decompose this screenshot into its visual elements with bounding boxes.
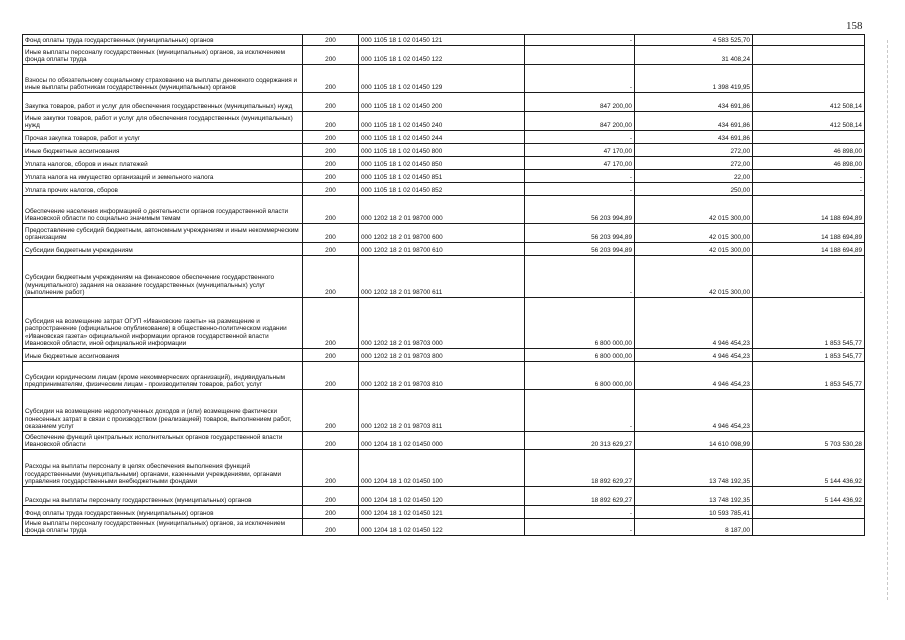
row-budget-code: 000 1105 18 1 02 01450 850 [359, 157, 525, 170]
table-row [23, 35, 865, 46]
row-approved-amount: - [525, 131, 635, 144]
row-executed-amount: 42 015 300,00 [635, 224, 753, 243]
row-budget-code: 000 1204 18 1 02 01450 122 [359, 519, 525, 536]
row-executed-amount: 434 691,86 [635, 112, 753, 131]
row-executed-amount: 272,00 [635, 157, 753, 170]
row-executed-amount: 22,00 [635, 170, 753, 183]
row-line-code: 200 [303, 144, 359, 157]
row-budget-code: 000 1202 18 2 01 98700 610 [359, 243, 525, 256]
row-description: Уплата налога на имущество организаций и земельного налога [23, 170, 303, 183]
budget-execution-table [22, 34, 865, 536]
row-unexecuted-amount: 5 144 436,92 [753, 487, 865, 506]
row-description: Субсидии бюджетным учреждениям на финансовое обеспечение государственного (муниципального) задания на оказание государственных (муниципальных) услуг (выполнение работ) [23, 256, 303, 298]
row-description: Обеспечение функций центральных исполнительных органов государственной власти Ивановской области [23, 432, 303, 450]
row-description: Субсидии юридическим лицам (кроме некоммерческих организаций), индивидуальным предпринимателям, физическим лицам - производителям товаров, работ, услуг [23, 362, 303, 390]
row-approved-amount: 47 170,00 [525, 157, 635, 170]
row-unexecuted-amount [753, 65, 865, 93]
row-line-code: 200 [303, 35, 359, 46]
row-budget-code: 000 1105 18 1 02 01450 244 [359, 131, 525, 144]
table-row [23, 506, 865, 519]
table-row [23, 144, 865, 157]
row-budget-code: 000 1202 18 2 01 98703 000 [359, 298, 525, 349]
row-approved-amount: - [525, 256, 635, 298]
row-line-code: 200 [303, 256, 359, 298]
row-budget-code: 000 1105 18 1 02 01450 122 [359, 46, 525, 65]
row-unexecuted-amount [753, 506, 865, 519]
row-description: Обеспечение населения информацией о деятельности органов государственной власти Ивановской области по социально значимым темам [23, 196, 303, 224]
row-budget-code: 000 1105 18 1 02 01450 852 [359, 183, 525, 196]
row-line-code: 200 [303, 487, 359, 506]
row-line-code: 200 [303, 243, 359, 256]
table-row [23, 362, 865, 390]
row-executed-amount: 4 946 454,23 [635, 362, 753, 390]
row-description: Субсидия на возмещение затрат ОГУП «Ивановские газеты» на размещение и распространение (официальное опубликование) в общественно-политическом издании «Ивановская газета» официальной информации органов государственной власти Ивановской области, иной официальной информации [23, 298, 303, 349]
row-unexecuted-amount: 46 898,00 [753, 157, 865, 170]
table-row [23, 432, 865, 450]
table-row [23, 183, 865, 196]
row-approved-amount: 847 200,00 [525, 112, 635, 131]
row-line-code: 200 [303, 390, 359, 432]
table-row [23, 298, 865, 349]
row-unexecuted-amount: 1 853 545,77 [753, 349, 865, 362]
table-row [23, 93, 865, 112]
row-line-code: 200 [303, 349, 359, 362]
row-unexecuted-amount: - [753, 256, 865, 298]
row-description: Закупка товаров, работ и услуг для обеспечения государственных (муниципальных) нужд [23, 93, 303, 112]
row-unexecuted-amount: 5 703 530,28 [753, 432, 865, 450]
row-unexecuted-amount [753, 131, 865, 144]
table-row [23, 243, 865, 256]
row-unexecuted-amount: 1 853 545,77 [753, 362, 865, 390]
table-row [23, 519, 865, 536]
row-line-code: 200 [303, 450, 359, 487]
table-row [23, 170, 865, 183]
row-description: Иные выплаты персоналу государственных (муниципальных) органов, за исключением фонда оплаты труда [23, 519, 303, 536]
row-approved-amount: 847 200,00 [525, 93, 635, 112]
row-executed-amount: 4 946 454,23 [635, 298, 753, 349]
row-description: Иные выплаты персоналу государственных (муниципальных) органов, за исключением фонда оплаты труда [23, 46, 303, 65]
row-unexecuted-amount [753, 35, 865, 46]
row-budget-code: 000 1202 18 2 01 98700 600 [359, 224, 525, 243]
row-line-code: 200 [303, 131, 359, 144]
table-row [23, 46, 865, 65]
row-budget-code: 000 1105 18 1 02 01450 129 [359, 65, 525, 93]
row-executed-amount: 250,00 [635, 183, 753, 196]
row-line-code: 200 [303, 506, 359, 519]
row-executed-amount: 434 691,86 [635, 131, 753, 144]
row-approved-amount: 56 203 994,89 [525, 243, 635, 256]
row-budget-code: 000 1202 18 2 01 98703 800 [359, 349, 525, 362]
row-approved-amount: - [525, 65, 635, 93]
table-row [23, 112, 865, 131]
row-description: Иные закупки товаров, работ и услуг для обеспечения государственных (муниципальных) нужд [23, 112, 303, 131]
row-budget-code: 000 1202 18 2 01 98700 000 [359, 196, 525, 224]
table-row [23, 196, 865, 224]
row-unexecuted-amount [753, 46, 865, 65]
row-executed-amount: 13 748 192,35 [635, 450, 753, 487]
row-line-code: 200 [303, 298, 359, 349]
row-approved-amount: 18 892 629,27 [525, 450, 635, 487]
table-row [23, 224, 865, 243]
table-row [23, 487, 865, 506]
row-approved-amount: - [525, 506, 635, 519]
row-description: Прочая закупка товаров, работ и услуг [23, 131, 303, 144]
table-row [23, 390, 865, 432]
row-approved-amount: 47 170,00 [525, 144, 635, 157]
row-line-code: 200 [303, 224, 359, 243]
row-description: Фонд оплаты труда государственных (муниципальных) органов [23, 35, 303, 46]
row-unexecuted-amount [753, 390, 865, 432]
row-executed-amount: 4 946 454,23 [635, 349, 753, 362]
row-budget-code: 000 1204 18 1 02 01450 121 [359, 506, 525, 519]
row-unexecuted-amount: - [753, 183, 865, 196]
row-line-code: 200 [303, 183, 359, 196]
row-description: Фонд оплаты труда государственных (муниципальных) органов [23, 506, 303, 519]
row-budget-code: 000 1202 18 2 01 98700 611 [359, 256, 525, 298]
row-approved-amount: - [525, 183, 635, 196]
row-unexecuted-amount: 5 144 436,92 [753, 450, 865, 487]
row-line-code: 200 [303, 362, 359, 390]
page-number: 158 [846, 20, 863, 32]
row-budget-code: 000 1204 18 1 02 01450 000 [359, 432, 525, 450]
table-row [23, 157, 865, 170]
row-approved-amount: 6 800 000,00 [525, 349, 635, 362]
row-approved-amount: 56 203 994,89 [525, 196, 635, 224]
row-description: Иные бюджетные ассигнования [23, 349, 303, 362]
row-approved-amount: - [525, 390, 635, 432]
row-line-code: 200 [303, 65, 359, 93]
row-approved-amount: - [525, 519, 635, 536]
row-line-code: 200 [303, 170, 359, 183]
row-approved-amount: 20 313 629,27 [525, 432, 635, 450]
row-executed-amount: 42 015 300,00 [635, 256, 753, 298]
row-budget-code: 000 1202 18 2 01 98703 810 [359, 362, 525, 390]
row-line-code: 200 [303, 519, 359, 536]
row-line-code: 200 [303, 93, 359, 112]
row-budget-code: 000 1105 18 1 02 01450 240 [359, 112, 525, 131]
row-approved-amount [525, 46, 635, 65]
row-executed-amount: 14 610 098,99 [635, 432, 753, 450]
row-executed-amount: 8 187,00 [635, 519, 753, 536]
row-unexecuted-amount: 46 898,00 [753, 144, 865, 157]
row-executed-amount: 31 408,24 [635, 46, 753, 65]
row-executed-amount: 42 015 300,00 [635, 196, 753, 224]
row-budget-code: 000 1204 18 1 02 01450 120 [359, 487, 525, 506]
row-unexecuted-amount: 14 188 694,89 [753, 243, 865, 256]
row-approved-amount: - [525, 170, 635, 183]
table-row [23, 349, 865, 362]
row-budget-code: 000 1202 18 2 01 98703 811 [359, 390, 525, 432]
row-executed-amount: 272,00 [635, 144, 753, 157]
table-row [23, 256, 865, 298]
row-description: Уплата прочих налогов, сборов [23, 183, 303, 196]
row-budget-code: 000 1204 18 1 02 01450 100 [359, 450, 525, 487]
row-description: Субсидии на возмещение недополученных доходов и (или) возмещение фактически понесенных затрат в связи с производством (реализацией) товаров, выполнением работ, оказанием услуг [23, 390, 303, 432]
table-row [23, 450, 865, 487]
row-budget-code: 000 1105 18 1 02 01450 800 [359, 144, 525, 157]
row-unexecuted-amount [753, 519, 865, 536]
row-description: Расходы на выплаты персоналу в целях обеспечения выполнения функций государственными (муниципальными) органами, казенными учреждениями, органами управления государственными внебюджетными фондами [23, 450, 303, 487]
row-budget-code: 000 1105 18 1 02 01450 851 [359, 170, 525, 183]
table-row [23, 131, 865, 144]
row-unexecuted-amount: 412 508,14 [753, 93, 865, 112]
row-approved-amount: 6 800 000,00 [525, 298, 635, 349]
row-approved-amount: 18 892 629,27 [525, 487, 635, 506]
row-unexecuted-amount: - [753, 170, 865, 183]
row-description: Иные бюджетные ассигнования [23, 144, 303, 157]
row-line-code: 200 [303, 432, 359, 450]
row-executed-amount: 42 015 300,00 [635, 243, 753, 256]
row-approved-amount: 56 203 994,89 [525, 224, 635, 243]
row-line-code: 200 [303, 112, 359, 131]
row-executed-amount: 4 583 525,70 [635, 35, 753, 46]
row-executed-amount: 13 748 192,35 [635, 487, 753, 506]
scan-edge [887, 40, 889, 600]
row-unexecuted-amount: 14 188 694,89 [753, 196, 865, 224]
row-unexecuted-amount: 412 508,14 [753, 112, 865, 131]
row-description: Предоставление субсидий бюджетным, автономным учреждениям и иным некоммерческим организациям [23, 224, 303, 243]
row-unexecuted-amount: 14 188 694,89 [753, 224, 865, 243]
row-budget-code: 000 1105 18 1 02 01450 200 [359, 93, 525, 112]
row-approved-amount: - [525, 35, 635, 46]
row-executed-amount: 434 691,86 [635, 93, 753, 112]
row-description: Расходы на выплаты персоналу государственных (муниципальных) органов [23, 487, 303, 506]
row-unexecuted-amount: 1 853 545,77 [753, 298, 865, 349]
row-executed-amount: 10 593 785,41 [635, 506, 753, 519]
row-executed-amount: 4 946 454,23 [635, 390, 753, 432]
row-description: Уплата налогов, сборов и иных платежей [23, 157, 303, 170]
row-line-code: 200 [303, 157, 359, 170]
row-description: Субсидии бюджетным учреждениям [23, 243, 303, 256]
table-row [23, 65, 865, 93]
row-executed-amount: 1 398 419,95 [635, 65, 753, 93]
row-line-code: 200 [303, 46, 359, 65]
row-line-code: 200 [303, 196, 359, 224]
row-approved-amount: 6 800 000,00 [525, 362, 635, 390]
row-budget-code: 000 1105 18 1 02 01450 121 [359, 35, 525, 46]
row-description: Взносы по обязательному социальному страхованию на выплаты денежного содержания и иные выплаты работникам государственных (муниципальных) органов [23, 65, 303, 93]
